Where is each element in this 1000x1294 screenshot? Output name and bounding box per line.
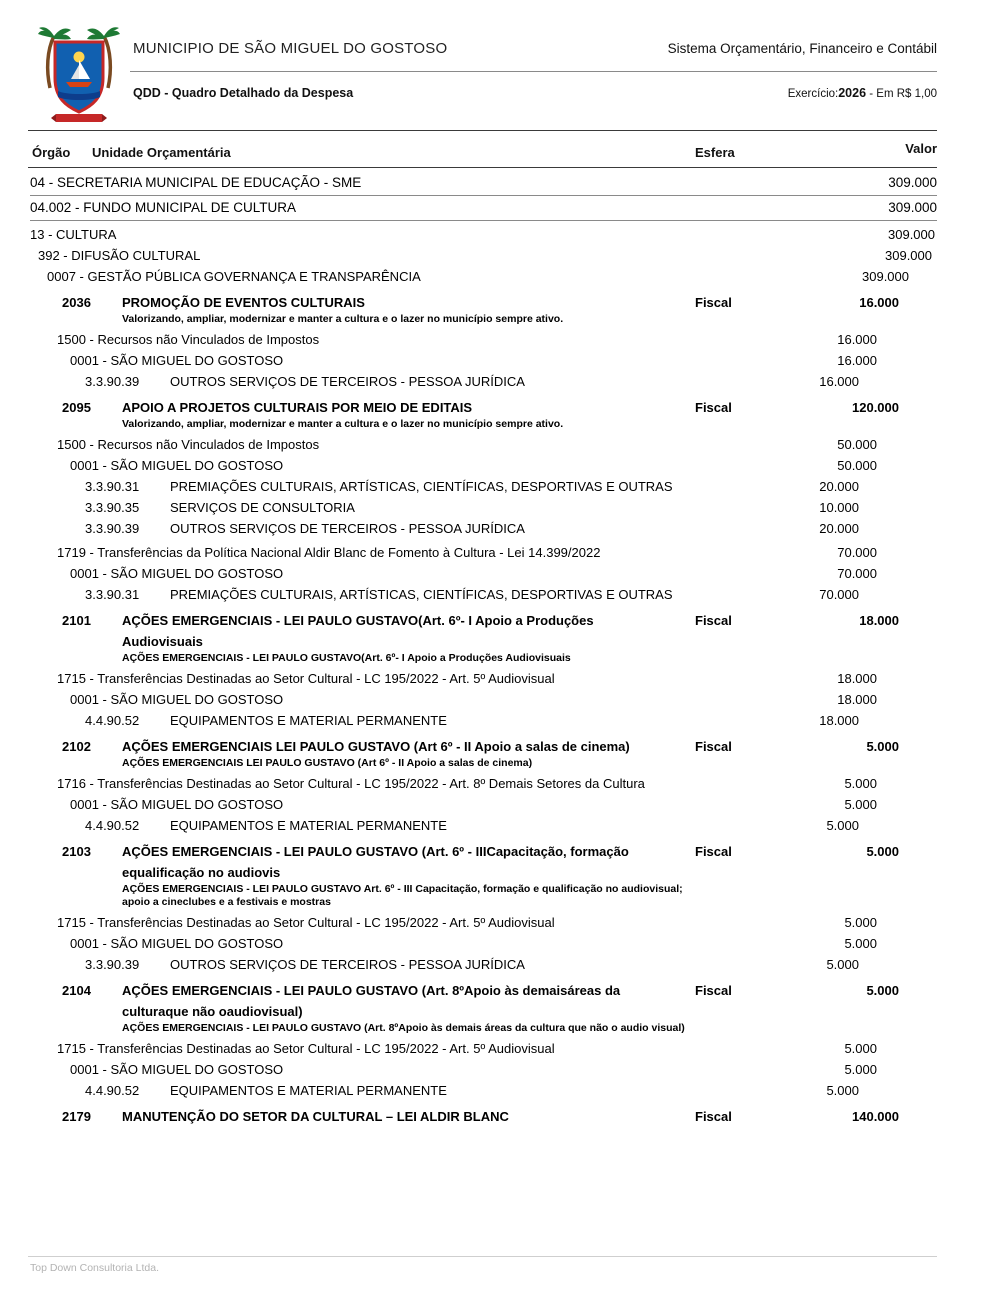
row-text xyxy=(30,736,937,757)
row-text: 13 - CULTURA xyxy=(30,227,117,242)
row-valor-value: 20.000 xyxy=(819,479,859,494)
row-valor-value: 5.000 xyxy=(844,1062,877,1077)
row-text xyxy=(30,476,937,497)
report-row-source xyxy=(30,912,937,933)
report-row-source xyxy=(30,668,937,689)
row-code: 2036 xyxy=(62,295,91,310)
row-title: SERVIÇOS DE CONSULTORIA xyxy=(170,500,355,515)
exercise-suffix: - Em R$ 1,00 xyxy=(869,88,937,100)
row-valor-value: 5.000 xyxy=(844,776,877,791)
row-code: 3.3.90.39 xyxy=(85,374,140,389)
report-row-func xyxy=(30,224,937,245)
row-text: 392 - DIFUSÃO CULTURAL xyxy=(38,248,201,263)
row-text xyxy=(30,371,937,392)
report-row-detail xyxy=(30,933,937,954)
row-valor-value: 70.000 xyxy=(837,545,877,560)
row-text xyxy=(30,980,937,1022)
row-text xyxy=(30,841,937,883)
report-row-source xyxy=(30,434,937,455)
exercise-year: 2026 xyxy=(838,86,867,100)
row-valor-value: 18.000 xyxy=(859,613,899,628)
row-valor-value: 16.000 xyxy=(859,295,899,310)
report-row-element-4.4.90.52 xyxy=(30,815,937,836)
table-header xyxy=(30,143,937,165)
report-title: QDD - Quadro Detalhado da Despesa xyxy=(133,86,354,100)
row-title: PREMIAÇÕES CULTURAIS, ARTÍSTICAS, CIENTÍFICAS, DESPORTIVAS E OUTRAS xyxy=(170,587,673,602)
row-text: 0001 - SÃO MIGUEL DO GOSTOSO xyxy=(70,353,284,368)
report-row-element-3.3.90.39 xyxy=(30,518,937,539)
row-text xyxy=(30,710,937,731)
report-row-element-3.3.90.31 xyxy=(30,584,937,605)
row-title: MANUTENÇÃO DO SETOR DA CULTURAL – LEI ALDIR BLANC xyxy=(122,1109,509,1124)
row-text: 1500 - Recursos não Vinculados de Impostos xyxy=(57,332,320,347)
footer-divider xyxy=(28,1256,937,1257)
row-text: 04.002 - FUNDO MUNICIPAL DE CULTURA xyxy=(30,200,297,215)
row-text xyxy=(30,1106,937,1127)
header-bottom-rule xyxy=(28,130,937,131)
row-description: Valorizando, ampliar, modernizar e manter a cultura e o lazer no município sempre ativo. xyxy=(122,418,564,430)
row-valor-value: 10.000 xyxy=(819,500,859,515)
row-esfera-value: Fiscal xyxy=(695,844,732,859)
row-valor-value: 5.000 xyxy=(866,844,899,859)
row-title: OUTROS SERVIÇOS DE TERCEIROS - PESSOA JURÍDICA xyxy=(170,374,525,389)
row-text: 1715 - Transferências Destinadas ao Setor Cultural - LC 195/2022 - Art. 5º Audiovisual xyxy=(57,915,555,930)
row-code: 2103 xyxy=(62,844,91,859)
row-valor-value: 18.000 xyxy=(819,713,859,728)
row-esfera-value: Fiscal xyxy=(695,983,732,998)
row-title: AÇÕES EMERGENCIAIS - LEI PAULO GUSTAVO(Art. 6º- I Apoio a Produções Audiovisuais xyxy=(122,613,594,649)
row-valor-value: 5.000 xyxy=(826,1083,859,1098)
report-row-source xyxy=(30,773,937,794)
row-valor-value: 50.000 xyxy=(837,458,877,473)
report-row-element-3.3.90.39 xyxy=(30,371,937,392)
row-title: PROMOÇÃO DE EVENTOS CULTURAIS xyxy=(122,295,365,310)
report-row-detail xyxy=(30,1059,937,1080)
row-code: 3.3.90.31 xyxy=(85,479,140,494)
row-valor-value: 16.000 xyxy=(837,332,877,347)
row-valor-value: 50.000 xyxy=(837,437,877,452)
row-title: EQUIPAMENTOS E MATERIAL PERMANENTE xyxy=(170,818,447,833)
exercise-info xyxy=(788,86,937,100)
row-description: AÇÕES EMERGENCIAIS - LEI PAULO GUSTAVO Art. 6º - III Capacitação, formação e qualificação no audiovisual; apoio a cineclubes e a festivais e mostras xyxy=(122,883,683,908)
row-title: PREMIAÇÕES CULTURAIS, ARTÍSTICAS, CIENTÍFICAS, DESPORTIVAS E OUTRAS xyxy=(170,479,673,494)
report-row-source xyxy=(30,329,937,350)
row-title: OUTROS SERVIÇOS DE TERCEIROS - PESSOA JURÍDICA xyxy=(170,957,525,972)
row-code: 2101 xyxy=(62,613,91,628)
row-text xyxy=(30,497,937,518)
report-row-detail xyxy=(30,455,937,476)
row-valor-value: 5.000 xyxy=(844,936,877,951)
row-valor-value: 140.000 xyxy=(852,1109,899,1124)
row-esfera-value: Fiscal xyxy=(695,1109,732,1124)
row-valor-value: 309.000 xyxy=(888,227,935,242)
row-valor-value: 70.000 xyxy=(837,566,877,581)
header-divider xyxy=(130,71,937,72)
report-row-action-2104 xyxy=(30,980,937,1035)
row-text: 1500 - Recursos não Vinculados de Impostos xyxy=(57,437,320,452)
row-valor-value: 16.000 xyxy=(819,374,859,389)
report-row-org xyxy=(30,171,937,196)
row-esfera-value: Fiscal xyxy=(695,400,732,415)
row-code: 3.3.90.39 xyxy=(85,957,140,972)
row-code: 3.3.90.31 xyxy=(85,587,140,602)
report-row-action-2036 xyxy=(30,292,937,326)
row-valor-value: 5.000 xyxy=(826,818,859,833)
row-title: EQUIPAMENTOS E MATERIAL PERMANENTE xyxy=(170,713,447,728)
report-row-element-3.3.90.31 xyxy=(30,476,937,497)
row-text: 0007 - GESTÃO PÚBLICA GOVERNANÇA E TRANSPARÊNCIA xyxy=(47,269,421,284)
municipality-name: MUNICIPIO DE SÃO MIGUEL DO GOSTOSO xyxy=(133,40,448,57)
report-row-detail xyxy=(30,563,937,584)
row-valor-value: 309.000 xyxy=(862,269,909,284)
footer-company: Top Down Consultoria Ltda. xyxy=(30,1262,159,1274)
row-text xyxy=(30,815,937,836)
report-row-source xyxy=(30,1038,937,1059)
report-row-element-3.3.90.39 xyxy=(30,954,937,975)
row-text: 1715 - Transferências Destinadas ao Setor Cultural - LC 195/2022 - Art. 5º Audiovisual xyxy=(57,1041,555,1056)
row-text: 0001 - SÃO MIGUEL DO GOSTOSO xyxy=(70,692,284,707)
row-code: 2179 xyxy=(62,1109,91,1124)
row-esfera-value: Fiscal xyxy=(695,613,732,628)
row-description: AÇÕES EMERGENCIAIS - LEI PAULO GUSTAVO(Art. 6º- I Apoio a Produções Audiovisuais xyxy=(122,652,571,664)
row-title: AÇÕES EMERGENCIAIS - LEI PAULO GUSTAVO (Art. 6º - IIICapacitação, formação equalificação no audiovis xyxy=(122,844,629,880)
row-text xyxy=(30,1080,937,1101)
row-valor-value: 309.000 xyxy=(888,175,937,190)
row-code: 2095 xyxy=(62,400,91,415)
row-code: 2104 xyxy=(62,983,91,998)
row-description: Valorizando, ampliar, modernizar e manter a cultura e o lazer no município sempre ativo. xyxy=(122,313,564,325)
row-text: 1715 - Transferências Destinadas ao Setor Cultural - LC 195/2022 - Art. 5º Audiovisual xyxy=(57,671,555,686)
row-esfera-value: Fiscal xyxy=(695,739,732,754)
row-valor-value: 5.000 xyxy=(866,983,899,998)
row-title: AÇÕES EMERGENCIAIS - LEI PAULO GUSTAVO (Art. 8ºApoio às demaisáreas da culturaque não oaudiovisual) xyxy=(122,983,621,1019)
row-valor-value: 5.000 xyxy=(844,797,877,812)
report-row-program xyxy=(30,266,937,287)
report-row-action-2102 xyxy=(30,736,937,770)
row-valor-value: 18.000 xyxy=(837,671,877,686)
row-esfera-value: Fiscal xyxy=(695,295,732,310)
row-title: OUTROS SERVIÇOS DE TERCEIROS - PESSOA JURÍDICA xyxy=(170,521,525,536)
row-text: 0001 - SÃO MIGUEL DO GOSTOSO xyxy=(70,1062,284,1077)
report-row-element-4.4.90.52 xyxy=(30,1080,937,1101)
row-title: EQUIPAMENTOS E MATERIAL PERMANENTE xyxy=(170,1083,447,1098)
row-code: 3.3.90.39 xyxy=(85,521,140,536)
column-header-unidade: Unidade Orçamentária xyxy=(92,145,231,160)
row-text: 1719 - Transferências da Política Nacional Aldir Blanc de Fomento à Cultura - Lei 14.399/2022 xyxy=(57,545,601,560)
column-header-esfera: Esfera xyxy=(695,145,735,160)
row-text xyxy=(30,292,937,313)
report-row-action-2101 xyxy=(30,610,937,665)
row-valor-value: 5.000 xyxy=(826,957,859,972)
row-text: 0001 - SÃO MIGUEL DO GOSTOSO xyxy=(70,936,284,951)
column-header-orgao: Órgão xyxy=(32,145,71,160)
municipal-crest-logo xyxy=(38,26,120,126)
row-text xyxy=(30,518,937,539)
row-text xyxy=(30,584,937,605)
report-row-action-2103 xyxy=(30,841,937,909)
row-title: AÇÕES EMERGENCIAIS LEI PAULO GUSTAVO (Art 6º - II Apoio a salas de cinema) xyxy=(122,739,630,754)
row-valor-value: 16.000 xyxy=(837,353,877,368)
report-row-action-2179 xyxy=(30,1106,937,1127)
row-text xyxy=(30,954,937,975)
row-description: AÇÕES EMERGENCIAIS - LEI PAULO GUSTAVO (Art. 8ºApoio às demais áreas da cultura que não o audio visual) xyxy=(122,1022,685,1034)
report-row-element-4.4.90.52 xyxy=(30,710,937,731)
row-valor-value: 18.000 xyxy=(837,692,877,707)
row-text: 1716 - Transferências Destinadas ao Setor Cultural - LC 195/2022 - Art. 8º Demais Setores da Cultura xyxy=(57,776,645,791)
row-text xyxy=(30,610,937,652)
row-code: 2102 xyxy=(62,739,91,754)
row-valor-value: 5.000 xyxy=(844,1041,877,1056)
crest-icon xyxy=(38,26,120,126)
row-valor-value: 120.000 xyxy=(852,400,899,415)
row-code: 4.4.90.52 xyxy=(85,1083,140,1098)
report-row-detail xyxy=(30,350,937,371)
row-valor-value: 20.000 xyxy=(819,521,859,536)
row-text: 0001 - SÃO MIGUEL DO GOSTOSO xyxy=(70,566,284,581)
report-row-detail xyxy=(30,689,937,710)
report-rows xyxy=(30,171,937,1127)
row-text: 0001 - SÃO MIGUEL DO GOSTOSO xyxy=(70,458,284,473)
row-text xyxy=(30,397,937,418)
row-text: 04 - SECRETARIA MUNICIPAL DE EDUCAÇÃO - SME xyxy=(30,175,362,190)
row-valor-value: 309.000 xyxy=(885,248,932,263)
row-text: 0001 - SÃO MIGUEL DO GOSTOSO xyxy=(70,797,284,812)
row-title: APOIO A PROJETOS CULTURAIS POR MEIO DE EDITAIS xyxy=(122,400,473,415)
table-header-rule xyxy=(28,167,937,168)
row-description: AÇÕES EMERGENCIAIS LEI PAULO GUSTAVO (Art 6º - II Apoio a salas de cinema) xyxy=(122,757,533,769)
system-name: Sistema Orçamentário, Financeiro e Contábil xyxy=(667,41,937,56)
report-row-org xyxy=(30,196,937,221)
row-valor-value: 70.000 xyxy=(819,587,859,602)
row-valor-value: 309.000 xyxy=(888,200,937,215)
column-header-valor: Valor xyxy=(905,141,937,156)
report-row-subfunc xyxy=(30,245,937,266)
row-valor-value: 5.000 xyxy=(844,915,877,930)
report-row-detail xyxy=(30,794,937,815)
exercise-label: Exercício: xyxy=(787,88,839,100)
row-code: 4.4.90.52 xyxy=(85,818,140,833)
row-code: 3.3.90.35 xyxy=(85,500,140,515)
report-row-action-2095 xyxy=(30,397,937,431)
row-valor-value: 5.000 xyxy=(866,739,899,754)
report-row-source xyxy=(30,542,937,563)
report-row-element-3.3.90.35 xyxy=(30,497,937,518)
row-code: 4.4.90.52 xyxy=(85,713,140,728)
